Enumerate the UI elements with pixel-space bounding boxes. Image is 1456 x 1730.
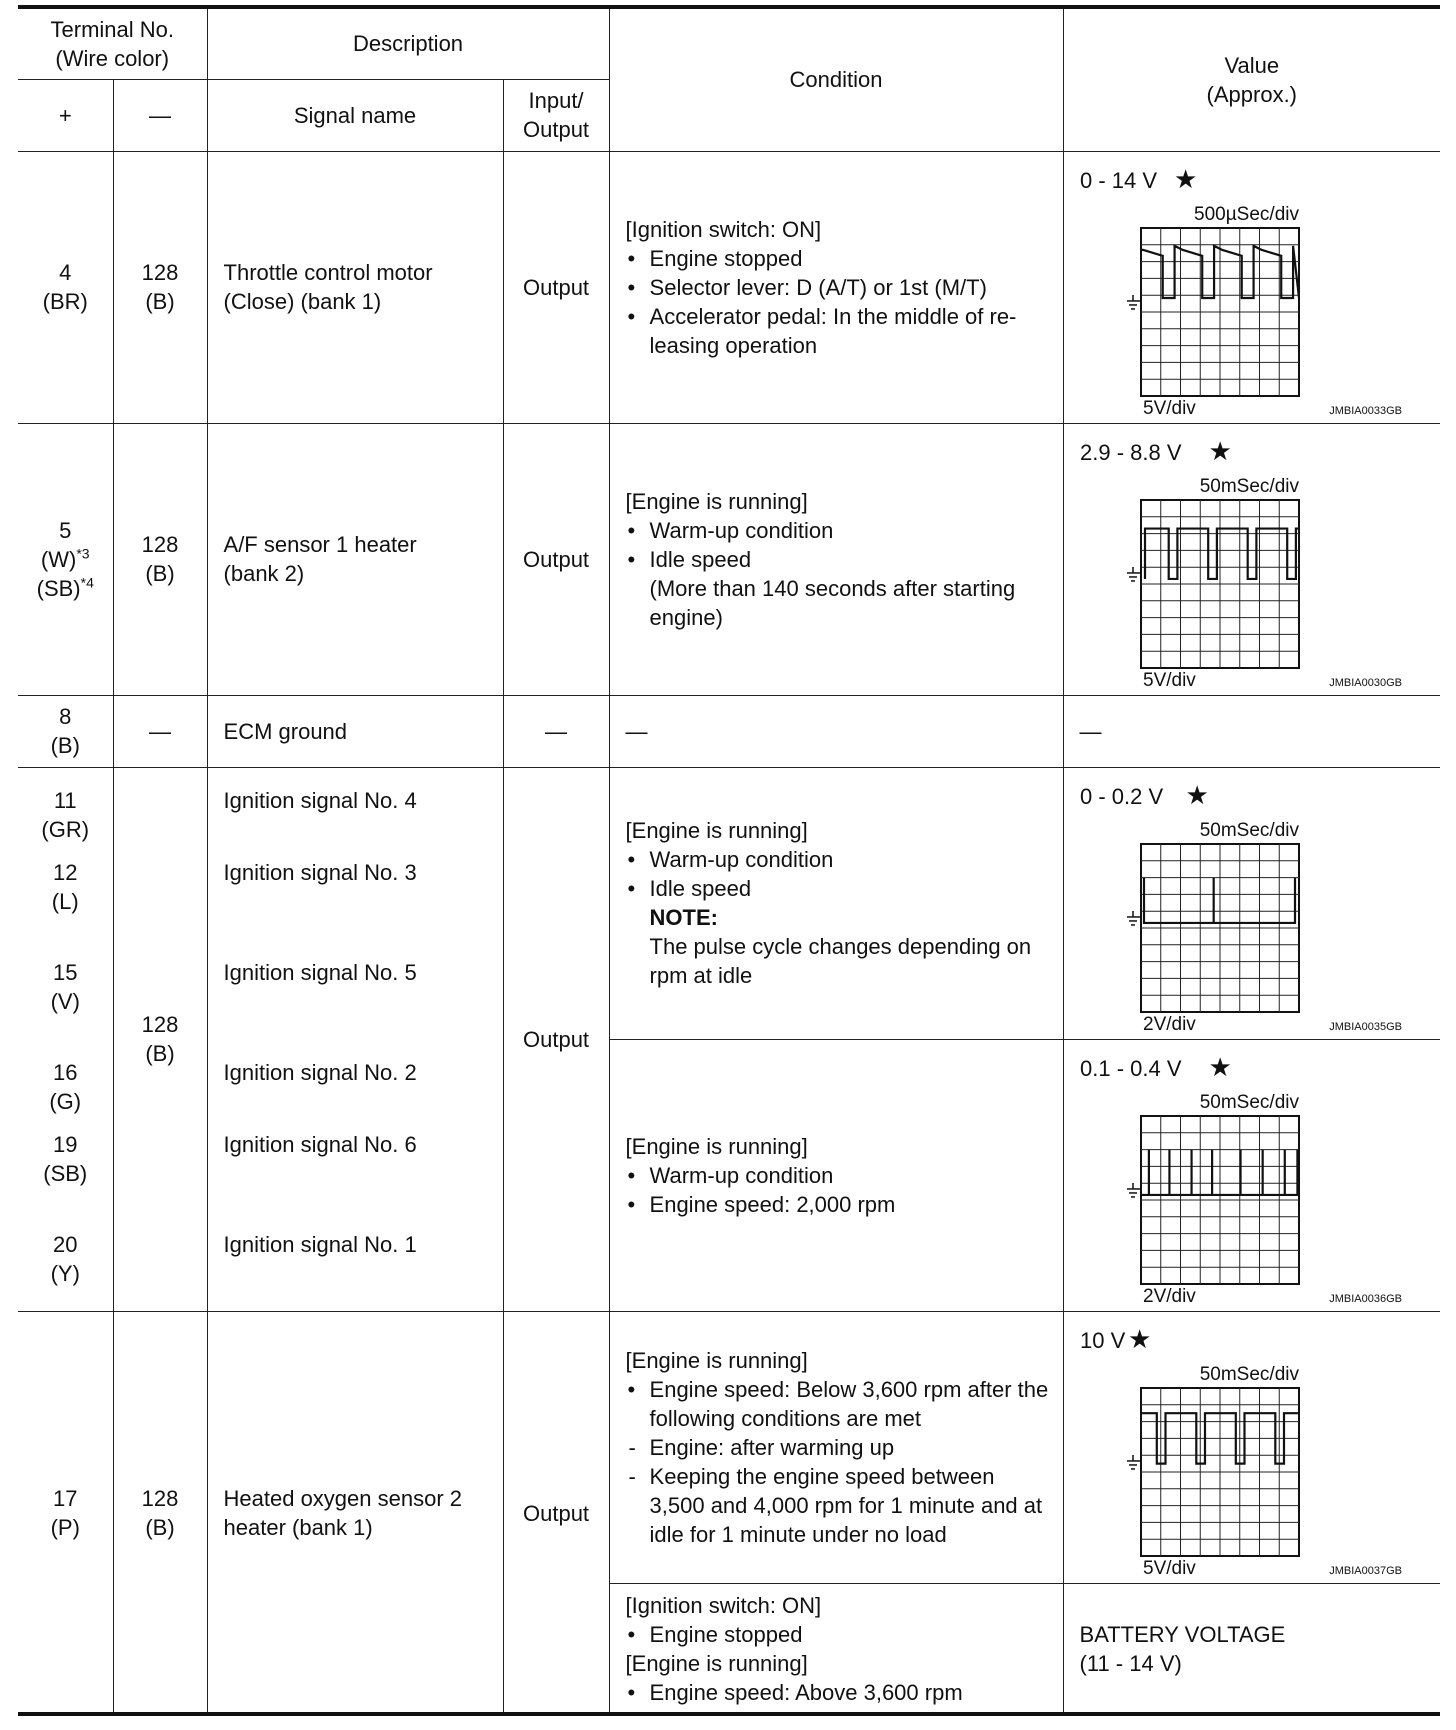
wire-color: (B) xyxy=(145,561,175,586)
condition-item: • Idle speed xyxy=(626,545,1053,574)
wire-color xyxy=(18,545,113,574)
wire-color: (GR) xyxy=(41,816,90,842)
figure-code: JMBIA0037GB xyxy=(1328,1564,1402,1577)
oscilloscope-waveform xyxy=(1064,424,1441,696)
io-type: Output xyxy=(503,151,609,423)
star-icon: ★ xyxy=(1185,780,1209,811)
condition xyxy=(609,767,1063,1039)
value-text: 0 - 0.2 V xyxy=(1079,783,1163,809)
condition xyxy=(609,423,1063,695)
value-line: BATTERY VOLTAGE xyxy=(1079,1622,1286,1647)
star-icon: ★ xyxy=(1208,436,1232,467)
terminal-minus xyxy=(113,151,207,423)
scope-grid xyxy=(1141,500,1299,668)
signal-name xyxy=(207,423,503,695)
value-line: (11 - 14 V) xyxy=(1079,1651,1182,1676)
wire-color: (B) xyxy=(145,1041,175,1066)
header-approx-label: (Approx.) xyxy=(1206,81,1298,107)
wire-color: (BR) xyxy=(42,289,88,314)
condition-item: • Idle speed xyxy=(626,874,1053,903)
scope-grid xyxy=(1141,1116,1299,1284)
header-row-1 xyxy=(18,9,1440,79)
condition-title: [Engine is running] xyxy=(625,1651,808,1676)
condition-title: [Engine is running] xyxy=(625,1347,808,1373)
terminal-number: 17 xyxy=(53,1486,78,1511)
wire-color: (B) xyxy=(50,733,80,758)
figure-code: JMBIA0035GB xyxy=(1328,1020,1402,1033)
wire-color: (G) xyxy=(49,1088,82,1114)
header-signal-name: Signal name xyxy=(207,79,503,151)
volts-per-div-label: 5V/div xyxy=(1142,397,1196,419)
note-title: NOTE: xyxy=(649,905,718,930)
table-row xyxy=(18,423,1440,695)
figure-code: JMBIA0036GB xyxy=(1328,1292,1402,1305)
condition: — xyxy=(609,695,1063,767)
condition-subitem: - Engine: after warming up xyxy=(626,1433,1053,1462)
timebase-label: 50mSec/div xyxy=(1199,1363,1299,1385)
figure-code: JMBIA0030GB xyxy=(1328,676,1402,689)
oscilloscope-waveform xyxy=(1064,152,1441,424)
terminal-plus xyxy=(18,423,113,695)
star-icon: ★ xyxy=(1127,1324,1151,1355)
condition-title: [Engine is running] xyxy=(625,818,808,843)
value-text xyxy=(1063,1583,1440,1715)
signal-name xyxy=(207,151,503,423)
header-plus: + xyxy=(18,79,113,151)
terminal-number: 8 xyxy=(59,704,72,729)
signal-line: Ignition signal No. 1 xyxy=(223,1231,417,1257)
terminal-number: 11 xyxy=(53,787,77,813)
condition-subitem: - Keeping the engine speed between 3,500 and 4,000 rpm for 1 minute and at idle for 1 minute under no load xyxy=(626,1462,1053,1549)
signal-line: (bank 2) xyxy=(223,561,305,586)
condition-title: [Engine is running] xyxy=(625,1133,808,1159)
terminal-number: 4 xyxy=(59,260,72,285)
terminal-number: 128 xyxy=(141,532,179,557)
header-condition xyxy=(609,9,1063,151)
value-cell xyxy=(1063,1311,1440,1583)
condition-item: • Engine speed: Below 3,600 rpm after the following conditions are met xyxy=(626,1375,1053,1433)
value-cell xyxy=(1063,423,1440,695)
oscilloscope-waveform xyxy=(1064,1040,1441,1312)
table-row xyxy=(18,151,1440,423)
signal-line: Ignition signal No. 6 xyxy=(223,1131,417,1157)
signal-line: Ignition signal No. 2 xyxy=(223,1059,417,1085)
terminal-plus xyxy=(18,695,113,767)
header-wire-color-label: (Wire color) xyxy=(55,45,170,71)
condition-item: • Warm-up condition xyxy=(626,516,1053,545)
footnote-ref: *3 xyxy=(76,545,90,562)
wire-color: (Y) xyxy=(50,1260,80,1286)
terminal-number: 15 xyxy=(53,959,78,985)
terminal-spec-document xyxy=(18,5,1440,1717)
terminal-plus xyxy=(18,1311,113,1715)
header-io xyxy=(503,79,609,151)
signal-line: Ignition signal No. 4 xyxy=(223,787,417,813)
value-cell xyxy=(1063,1039,1440,1311)
value-text: 10 V xyxy=(1079,1327,1125,1353)
terminal-minus xyxy=(113,423,207,695)
wire-color-text: (W) xyxy=(40,546,77,572)
value-cell xyxy=(1063,767,1440,1039)
volts-per-div-label: 5V/div xyxy=(1142,669,1196,691)
condition xyxy=(609,1039,1063,1311)
header-value xyxy=(1063,9,1440,151)
timebase-label: 50mSec/div xyxy=(1199,1091,1299,1113)
terminal-number: 128 xyxy=(141,1486,179,1511)
header-value-label: Value xyxy=(1224,52,1280,78)
figure-code: JMBIA0033GB xyxy=(1328,404,1402,417)
io-type: Output xyxy=(503,1311,609,1715)
terminal-number: 19 xyxy=(53,1131,78,1157)
terminal-minus xyxy=(113,767,207,1311)
condition-item: • Engine speed: Above 3,600 rpm xyxy=(626,1678,1053,1707)
wire-color: (SB) xyxy=(43,1160,88,1186)
signal-name xyxy=(207,1311,503,1715)
value-text: 2.9 - 8.8 V xyxy=(1079,439,1182,465)
condition-item: • Engine speed: 2,000 rpm xyxy=(626,1190,1053,1219)
signal-line: heater (bank 1) xyxy=(223,1515,373,1540)
condition-item: • Accelerator pedal: In the middle of re-leasing operation xyxy=(626,302,1053,360)
wire-color: (P) xyxy=(50,1515,80,1540)
wire-color-text: (SB) xyxy=(36,575,81,601)
ground-symbol-icon xyxy=(1127,1454,1141,1468)
table-row xyxy=(18,767,1440,1039)
signal-name: ECM ground xyxy=(207,695,503,767)
header-terminal-label: Terminal No. xyxy=(50,16,174,42)
star-icon: ★ xyxy=(1208,1052,1232,1083)
terminal-plus xyxy=(18,151,113,423)
volts-per-div-label: 5V/div xyxy=(1142,1557,1196,1579)
ground-symbol-icon xyxy=(1127,294,1141,308)
ground-symbol-icon xyxy=(1127,1182,1141,1196)
volts-per-div-label: 2V/div xyxy=(1142,1013,1196,1035)
condition-item: • Warm-up condition xyxy=(626,845,1053,874)
star-icon: ★ xyxy=(1173,164,1197,195)
note-text: The pulse cycle changes depending on rpm at idle xyxy=(649,934,1032,988)
terminal-number: 5 xyxy=(59,517,72,543)
condition-title: [Ignition switch: ON] xyxy=(625,216,822,242)
oscilloscope-waveform xyxy=(1064,768,1441,1040)
timebase-label: 500µSec/div xyxy=(1193,203,1299,225)
volts-per-div-label: 2V/div xyxy=(1142,1285,1196,1307)
signal-line: (Close) (bank 1) xyxy=(223,289,382,314)
terminal-number: 128 xyxy=(141,1012,179,1037)
io-type: Output xyxy=(503,423,609,695)
terminal-minus xyxy=(113,1311,207,1715)
table-row xyxy=(18,695,1440,767)
signal-line: Ignition signal No. 3 xyxy=(223,859,417,885)
terminal-plus-list xyxy=(18,767,113,1311)
signal-line: Heated oxygen sensor 2 xyxy=(223,1486,463,1511)
condition-detail: (More than 140 seconds after starting engine) xyxy=(649,575,1016,630)
wire-color: (L) xyxy=(51,888,79,914)
signal-name-list xyxy=(207,767,503,1311)
waveform-trace xyxy=(1141,1149,1297,1194)
signal-line: A/F sensor 1 heater xyxy=(223,532,417,557)
signal-line: Throttle control motor xyxy=(223,260,433,285)
note xyxy=(626,903,1053,990)
condition xyxy=(609,1311,1063,1583)
header-input-label: Input/ xyxy=(528,88,584,113)
terminal-number: 12 xyxy=(53,859,78,885)
header-description xyxy=(207,9,609,79)
waveform-trace xyxy=(1145,528,1299,578)
footnote-ref: *4 xyxy=(80,574,94,591)
io-type: — xyxy=(503,695,609,767)
header-minus: — xyxy=(113,79,207,151)
wire-color xyxy=(18,574,113,603)
ground-symbol-icon xyxy=(1127,910,1141,924)
wire-color: (V) xyxy=(50,988,80,1014)
header-output-label: Output xyxy=(523,117,590,142)
header-description-label: Description xyxy=(353,31,464,57)
oscilloscope-waveform xyxy=(1064,1312,1441,1584)
value-text: 0 - 14 V xyxy=(1079,167,1157,193)
condition-title: [Engine is running] xyxy=(625,488,808,514)
condition-item: • Selector lever: D (A/T) or 1st (M/T) xyxy=(626,273,1053,302)
header-condition-label: Condition xyxy=(789,67,883,93)
condition xyxy=(609,151,1063,423)
terminal-number: 16 xyxy=(53,1059,78,1085)
terminal-number: 20 xyxy=(53,1231,78,1257)
terminal-number: 128 xyxy=(141,260,179,285)
value-text: — xyxy=(1063,695,1440,767)
condition-title: [Ignition switch: ON] xyxy=(625,1593,822,1618)
condition-item: • Engine stopped xyxy=(626,1620,1053,1649)
wire-color: (B) xyxy=(145,289,175,314)
terminal-minus: — xyxy=(113,695,207,767)
scope-grid xyxy=(1141,844,1299,1012)
signal-line: Ignition signal No. 5 xyxy=(223,959,417,985)
io-type: Output xyxy=(503,767,609,1311)
timebase-label: 50mSec/div xyxy=(1199,475,1299,497)
ground-symbol-icon xyxy=(1127,566,1141,580)
condition xyxy=(609,1583,1063,1715)
value-cell xyxy=(1063,151,1440,423)
value-text: 0.1 - 0.4 V xyxy=(1079,1055,1182,1081)
condition-item: • Warm-up condition xyxy=(626,1161,1053,1190)
terminal-table xyxy=(18,9,1440,1716)
header-terminal-no xyxy=(18,9,207,79)
bottom-rule xyxy=(18,1712,1440,1716)
timebase-label: 50mSec/div xyxy=(1199,819,1299,841)
condition-item: • Engine stopped xyxy=(626,244,1053,273)
wire-color: (B) xyxy=(145,1515,175,1540)
table-row xyxy=(18,1311,1440,1583)
